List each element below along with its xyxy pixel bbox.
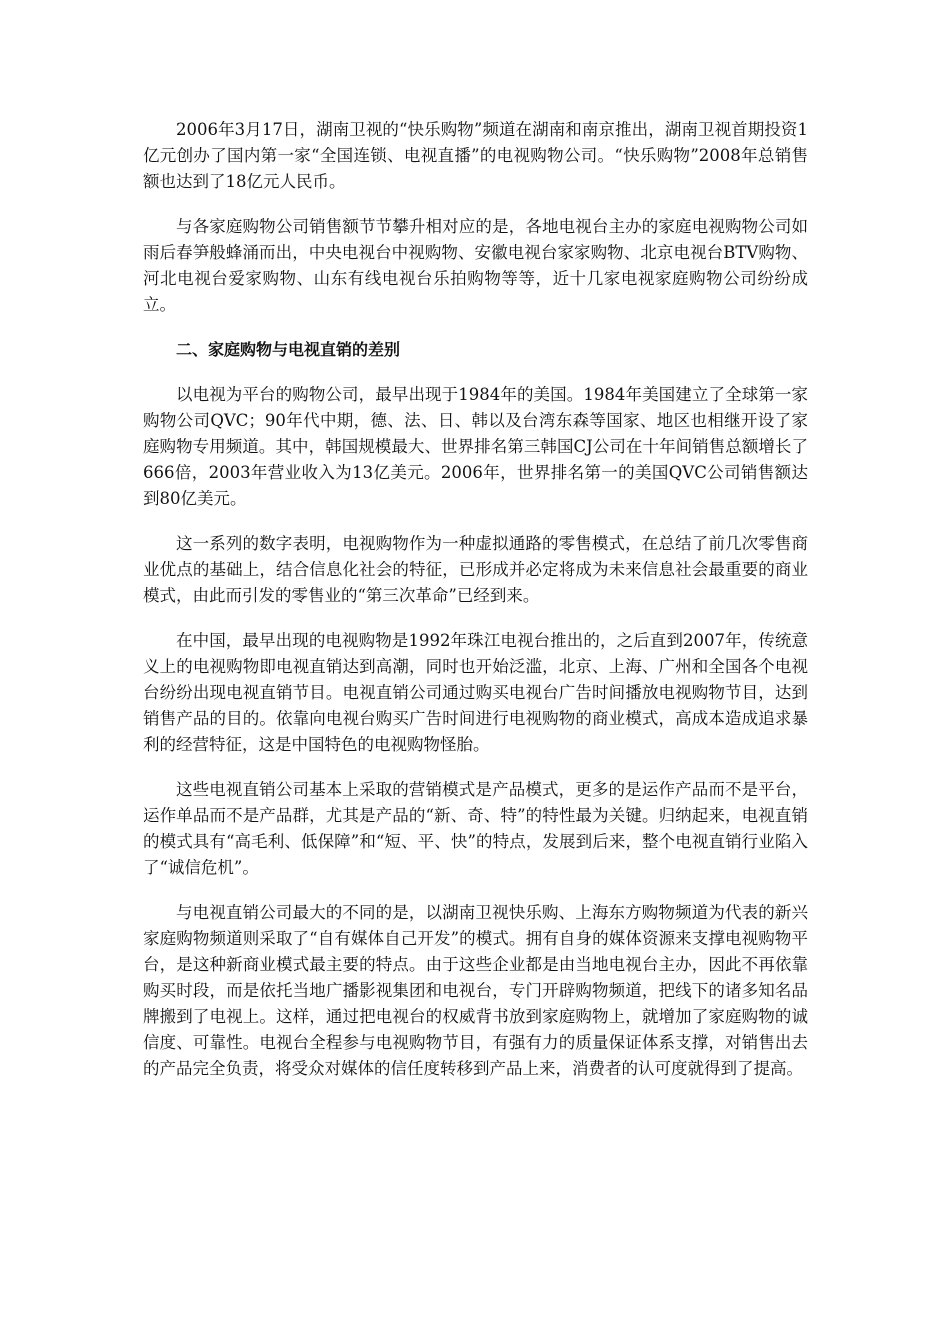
document-body (143, 117, 808, 1101)
paragraph-history-qvc: 以电视为平台的购物公司，最早出现于1984年的美国。1984年美国建立了全球第一家购物公司QVC；90年代中期，德、法、日、韩以及台湾东森等国家、地区也相继开设了家庭购物专用频道。其中，韩国规模最大、世界排名第三韩国CJ公司在十年间销售总额增长了666倍，2003年营业收入为13亿美元。2006年，世界排名第一的美国QVC公司销售额达到80亿美元。 (143, 385, 808, 508)
paragraph-marketing-model: 这些电视直销公司基本上采取的营销模式是产品模式，更多的是运作产品而不是平台，运作单品而不是产品群，尤其是产品的“新、奇、特”的特性最为关键。归纳起来，电视直销的模式具有“高毛利、低保障”和“短、平、快”的特点，发展到后来，整个电视直销行业陷入了“诚信危机”。 (143, 780, 808, 877)
paragraph-local-tv-shopping: 与各家庭购物公司销售额节节攀升相对应的是，各地电视台主办的家庭电视购物公司如雨后春笋般蜂涌而出，中央电视台中视购物、安徽电视台家家购物、北京电视台BTV购物、河北电视台爱家购物、山东有线电视台乐拍购物等等，近十几家电视家庭购物公司纷纷成立。 (143, 217, 808, 314)
paragraph-retail-revolution: 这一系列的数字表明，电视购物作为一种虚拟通路的零售模式，在总结了前几次零售商业优点的基础上，结合信息化社会的特征，已形成并必定将成为未来信息社会最重要的商业模式，由此而引发的零售业的“第三次革命”已经到来。 (143, 534, 808, 605)
paragraph-hunan-happy-shopping: 2006年3月17日，湖南卫视的“快乐购物”频道在湖南和南京推出，湖南卫视首期投资1亿元创办了国内第一家“全国连锁、电视直播”的电视购物公司。“快乐购物”2008年总销售额也达到了18亿元人民币。 (143, 120, 808, 191)
paragraph-new-model: 与电视直销公司最大的不同的是，以湖南卫视快乐购、上海东方购物频道为代表的新兴家庭购物频道则采取了“自有媒体自己开发”的模式。拥有自身的媒体资源来支撑电视购物平台，是这种新商业模式最主要的特点。由于这些企业都是由当地电视台主办，因此不再依靠购买时段，而是依托当地广播影视集团和电视台，专门开辟购物频道，把线下的诸多知名品牌搬到了电视上。这样，通过把电视台的权威背书放到家庭购物上，就增加了家庭购物的诚信度、可靠性。电视台全程参与电视购物节目，有强有力的质量保证体系支撑，对销售出去的产品完全负责，将受众对媒体的信任度转移到产品上来，消费者的认可度就得到了提高。 (143, 903, 808, 1078)
section-heading: 二、家庭购物与电视直销的差别 (176, 340, 401, 359)
paragraph-china-tv-direct: 在中国，最早出现的电视购物是1992年珠江电视台推出的，之后直到2007年，传统意义上的电视购物即电视直销达到高潮，同时也开始泛滥，北京、上海、广州和全国各个电视台纷纷出现电视直销节目。电视直销公司通过购买电视台广告时间播放电视购物节目，达到销售产品的目的。依靠向电视台购买广告时间进行电视购物的商业模式，高成本造成追求暴利的经营特征，这是中国特色的电视购物怪胎。 (143, 631, 808, 754)
